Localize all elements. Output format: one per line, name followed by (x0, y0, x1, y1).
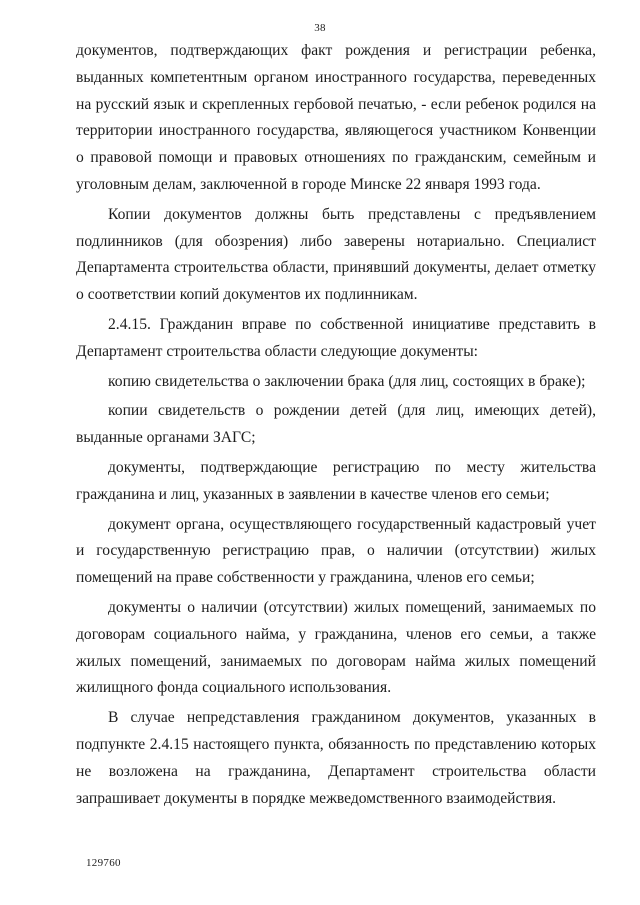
list-item-cadastral-document: документ органа, осуществляющего государственный кадастровый учет и государственную регистрацию прав, о наличии (отсутствии) жилых помещений на праве собственности у гражданина, членов его семьи; (76, 515, 596, 587)
list-item-marriage-certificate: копию свидетельства о заключении брака (для лиц, состоящих в браке); (108, 372, 586, 390)
paragraph-documents-foreign-birth: документов, подтверждающих факт рождения и регистрации ребенка, выданных компетентным органом иностранного государства, переведенных на русский язык и скрепленных гербовой печатью, - если ребенок родился на территории иностранного государства, являющегося участником Конвенции о правовой помощи и правовых отношениях по гражданским, семейным и уголовным делам, заключенной в городе Минске 22 января 1993 года. (76, 42, 596, 193)
document-code: 129760 (86, 857, 121, 869)
paragraph-interagency-request: В случае непредставления гражданином документов, указанных в подпункте 2.4.15 настоящего пункта, обязанность по представлению которых не возложена на гражданина, Департамент строительства области запрашивает документы в порядке межведомственного взаимодействия. (76, 709, 596, 807)
paragraph-2-4-15: 2.4.15. Гражданин вправе по собственной инициативе представить в Департамент строительства области следующие документы: (76, 315, 596, 360)
list-item-registration-documents: документы, подтверждающие регистрацию по месту жительства гражданина и лиц, указанных в заявлении в качестве членов его семьи; (76, 458, 596, 503)
list-item-birth-certificates: копии свидетельств о рождении детей (для лиц, имеющих детей), выданные органами ЗАГС; (76, 402, 596, 447)
document-body (76, 38, 596, 815)
list-item-social-housing-documents: документы о наличии (отсутствии) жилых помещений, занимаемых по договорам социального найма, у гражданина, членов его семьи, а также жилых помещений, занимаемых по договорам найма жилых помещений жилищного фонда социального использования. (76, 598, 596, 697)
page-number: 38 (314, 22, 326, 34)
paragraph-copies-notarized: Копии документов должны быть представлены с предъявлением подлинников (для обозрения) либо заверены нотариально. Специалист Департамента строительства области, принявший документы, делает отметку о соответствии копий документов их подлинникам. (76, 205, 596, 304)
